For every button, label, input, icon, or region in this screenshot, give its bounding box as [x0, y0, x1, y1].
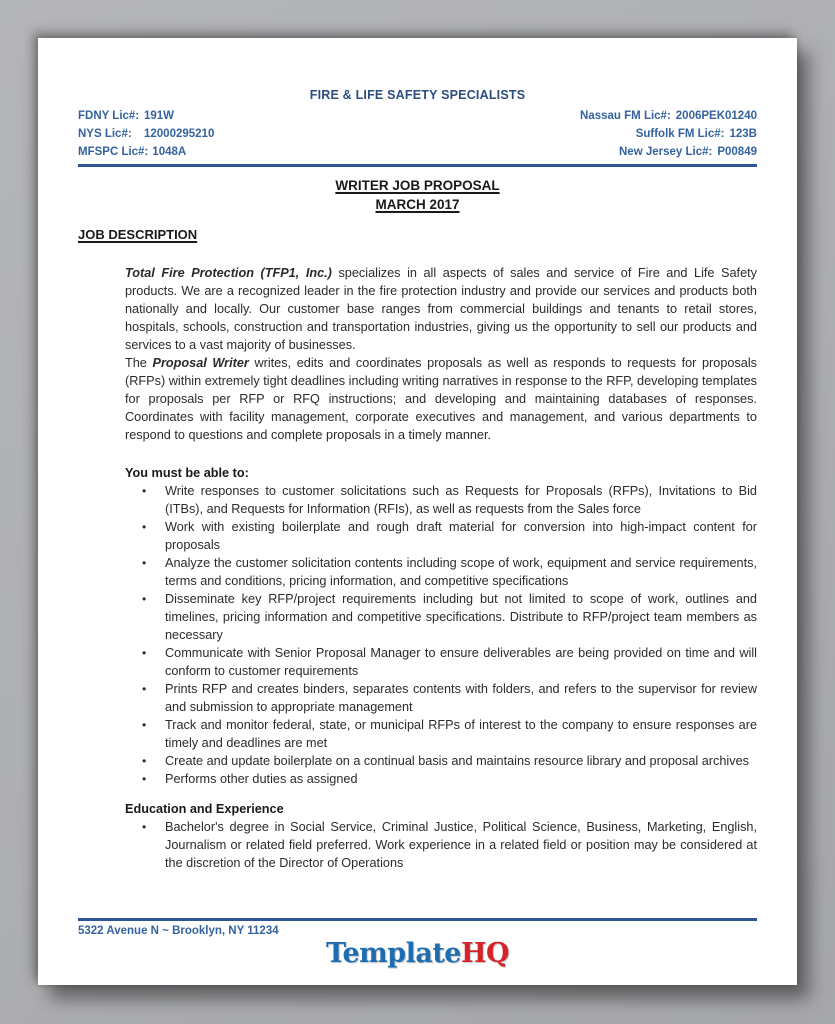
education-list	[125, 818, 757, 872]
license-row	[78, 125, 214, 143]
list-item-text: Disseminate key RFP/project requirements including but not limited to scope of work, outlines and timelines, pricing information and competitive specifications. Distribute to RFP/project team members as necessary	[165, 592, 757, 642]
brand-logo	[78, 938, 757, 969]
document-title	[78, 176, 757, 214]
intro-paragraph-text: specializes in all aspects of sales and service of Fire and Life Safety products. We are a recognized leader in the fire protection industry and provide our services and products both nationally and locally. Our customer base ranges from commercial buildings and tenants to retail stores, hospitals, schools, construction and transportation industries, giving us the opportunity to sell our products and services to a vast majority of businesses.	[125, 266, 757, 352]
role-paragraph-pre: The	[125, 356, 153, 370]
license-row	[78, 107, 214, 125]
document-content	[38, 38, 797, 872]
role-paragraph-text: writes, edits and coordinates proposals as well as responds to requests for proposals (RFPs) within extremely tight deadlines including writing narratives in response to the RFP, developing templates for proposals per RFP or RFQ instructions; and developing and maintaining databases of responses. Coordinates with facility management, corporate executives and management, and various departments to respond to questions and complete proposals in a timely manner.	[125, 356, 757, 442]
license-value: 1048A	[152, 146, 187, 158]
footer-divider	[78, 918, 757, 921]
license-row	[580, 125, 757, 143]
list-item	[125, 770, 757, 788]
abilities-heading: You must be able to:	[125, 466, 249, 480]
license-left-block	[78, 107, 214, 161]
license-label: FDNY Lic#:	[78, 110, 140, 122]
list-item-text: Analyze the customer solicitation contents including scope of work, equipment and service requirements, terms and conditions, pricing information, and competitive specifications	[165, 556, 757, 588]
license-value: 191W	[144, 110, 175, 122]
page-footer	[78, 918, 757, 969]
role-lead-in: Proposal Writer	[152, 356, 249, 370]
license-label: Nassau FM Lic#:	[580, 110, 671, 122]
role-paragraph	[125, 354, 757, 444]
license-value: 12000295210	[144, 128, 215, 140]
abilities-list	[125, 482, 757, 788]
footer-address: 5322 Avenue N ~ Brooklyn, NY 11234	[78, 925, 279, 937]
list-item-text: Create and update boilerplate on a continual basis and maintains resource library and proposal archives	[165, 754, 749, 768]
license-row	[580, 107, 757, 125]
bullet-icon: •	[142, 754, 147, 768]
list-item	[125, 818, 757, 872]
license-label: NYS Lic#:	[78, 128, 132, 140]
list-item-text: Prints RFP and creates binders, separates contents with folders, and refers to the supervisor for review and submission to appropriate management	[165, 682, 757, 714]
license-header	[78, 107, 757, 161]
bullet-icon: •	[142, 718, 147, 732]
logo-template-text: Template	[325, 938, 461, 969]
list-item-text: Bachelor's degree in Social Service, Criminal Justice, Political Science, Business, Marketing, English, Journalism or related field preferred. Work experience in a related field or position may be considered at the discretion of the Director of Operations	[165, 820, 757, 870]
intro-paragraph	[125, 264, 757, 354]
list-item-text: Write responses to customer solicitations such as Requests for Proposals (RFPs), Invitations to Bid (ITBs), and Requests for Information (RFIs), as well as requests from the Sales force	[165, 484, 757, 516]
list-item	[125, 554, 757, 590]
license-value: 123B	[729, 128, 757, 140]
license-label: New Jersey Lic#:	[619, 146, 713, 158]
list-item	[125, 518, 757, 554]
list-item-text: Work with existing boilerplate and rough draft material for conversion into high-impact content for proposals	[165, 520, 757, 552]
list-item-text: Communicate with Senior Proposal Manager to ensure deliverables are being provided on time and will conform to customer requirements	[165, 646, 757, 678]
license-label: Suffolk FM Lic#:	[635, 128, 725, 140]
list-item-text: Track and monitor federal, state, or municipal RFPs of interest to the company to ensure responses are timely and deadlines are met	[165, 718, 757, 750]
bullet-icon: •	[142, 520, 147, 534]
bullet-icon: •	[142, 820, 147, 834]
bullet-icon: •	[142, 682, 147, 696]
bullet-icon: •	[142, 484, 147, 498]
license-value: P00849	[717, 146, 757, 158]
document-body	[125, 264, 757, 872]
license-value: 2006PEK01240	[675, 110, 757, 122]
list-item	[125, 590, 757, 644]
bullet-icon: •	[142, 556, 147, 570]
list-item	[125, 482, 757, 518]
list-item	[125, 680, 757, 716]
list-item	[125, 644, 757, 680]
logo-hq-text: HQ	[461, 938, 510, 969]
title-line: WRITER JOB PROPOSAL	[335, 178, 500, 193]
license-row	[78, 143, 214, 161]
company-lead-in: Total Fire Protection (TFP1, Inc.)	[125, 266, 332, 280]
document-page	[38, 38, 797, 985]
list-item	[125, 752, 757, 770]
company-name: FIRE & LIFE SAFETY SPECIALISTS	[309, 88, 526, 102]
license-row	[580, 143, 757, 161]
bullet-icon: •	[142, 772, 147, 786]
list-item	[125, 716, 757, 752]
bullet-icon: •	[142, 592, 147, 606]
header-divider	[78, 164, 757, 167]
education-heading: Education and Experience	[125, 802, 284, 816]
bullet-icon: •	[142, 646, 147, 660]
title-date: MARCH 2017	[375, 197, 460, 212]
license-label: MFSPC Lic#:	[78, 146, 149, 158]
list-item-text: Performs other duties as assigned	[165, 772, 358, 786]
job-description-heading: JOB DESCRIPTION	[78, 227, 198, 242]
license-right-block	[580, 107, 757, 161]
